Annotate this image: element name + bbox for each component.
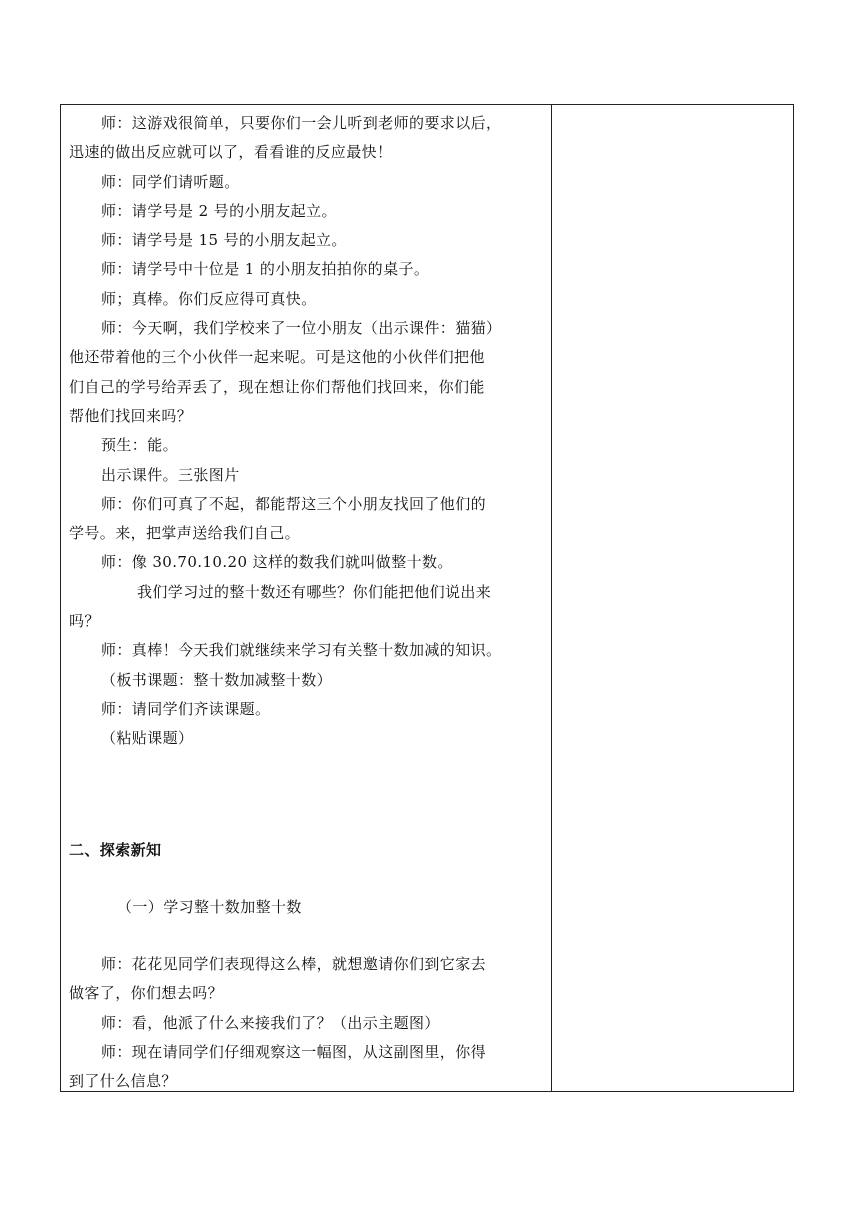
- text-line: 他还带着他的三个小伙伴一起来呢。可是这他的小伙伴们把他: [69, 348, 485, 367]
- text-line: 学号。来，把掌声送给我们自己。: [69, 524, 301, 543]
- lesson-content-cell: [69, 109, 547, 1097]
- text-line: （粘贴课题）: [101, 729, 194, 748]
- text-line: 我们学习过的整十数还有哪些？你们能把他们说出来: [137, 582, 492, 601]
- text-line: 师：看，他派了什么来接我们了？（出示主题图）: [101, 1013, 440, 1032]
- text-line: 师：同学们请听题。: [101, 172, 240, 191]
- text-line: 师：请同学们齐读课题。: [101, 699, 271, 718]
- text-line: 做客了，你们想去吗？: [69, 984, 224, 1003]
- text-line: （板书课题：整十数加减整十数）: [101, 670, 333, 689]
- text-line: 师：你们可真了不起，都能帮这三个小朋友找回了他们的: [101, 494, 487, 513]
- text-line: 师：现在请同学们仔细观察这一幅图，从这副图里，你得: [101, 1043, 487, 1062]
- text-line: 师：今天啊，我们学校来了一位小朋友（出示课件：猫猫）: [101, 319, 502, 338]
- subsection-title: （一）学习整十数加整十数: [117, 897, 302, 916]
- text-line: 到了什么信息？: [69, 1072, 177, 1091]
- text-line: 帮他们找回来吗？: [69, 406, 193, 425]
- text-line: 师：像 30.70.10.20 这样的数我们就叫做整十数。: [101, 553, 453, 572]
- text-line: 师：这游戏很简单，只要你们一会儿听到老师的要求以后，: [101, 114, 502, 132]
- lesson-table: [60, 104, 794, 1092]
- column-divider: [551, 105, 552, 1091]
- text-line: 师：真棒！今天我们就继续来学习有关整十数加减的知识。: [101, 641, 502, 660]
- section-heading: 二、探索新知: [69, 840, 162, 859]
- text-line: 师；真棒。你们反应得可真快。: [101, 289, 317, 308]
- text-line: 师：请学号是 15 号的小朋友起立。: [101, 231, 347, 250]
- text-line: 们自己的学号给弄丢了，现在想让你们帮他们找回来，你们能: [69, 377, 485, 396]
- text-line: 师：请学号中十位是 1 的小朋友拍拍你的桌子。: [101, 260, 430, 279]
- text-line: 预生：能。: [101, 436, 179, 455]
- text-line: 吗？: [69, 612, 100, 631]
- text-line: 迅速的做出反应就可以了，看看谁的反应最快！: [69, 143, 393, 162]
- text-line: 出示课件。三张图片: [101, 465, 240, 484]
- text-line: 师：花花见同学们表现得这么棒，就想邀请你们到它家去: [101, 955, 487, 974]
- text-line: 师：请学号是 2 号的小朋友起立。: [101, 201, 337, 220]
